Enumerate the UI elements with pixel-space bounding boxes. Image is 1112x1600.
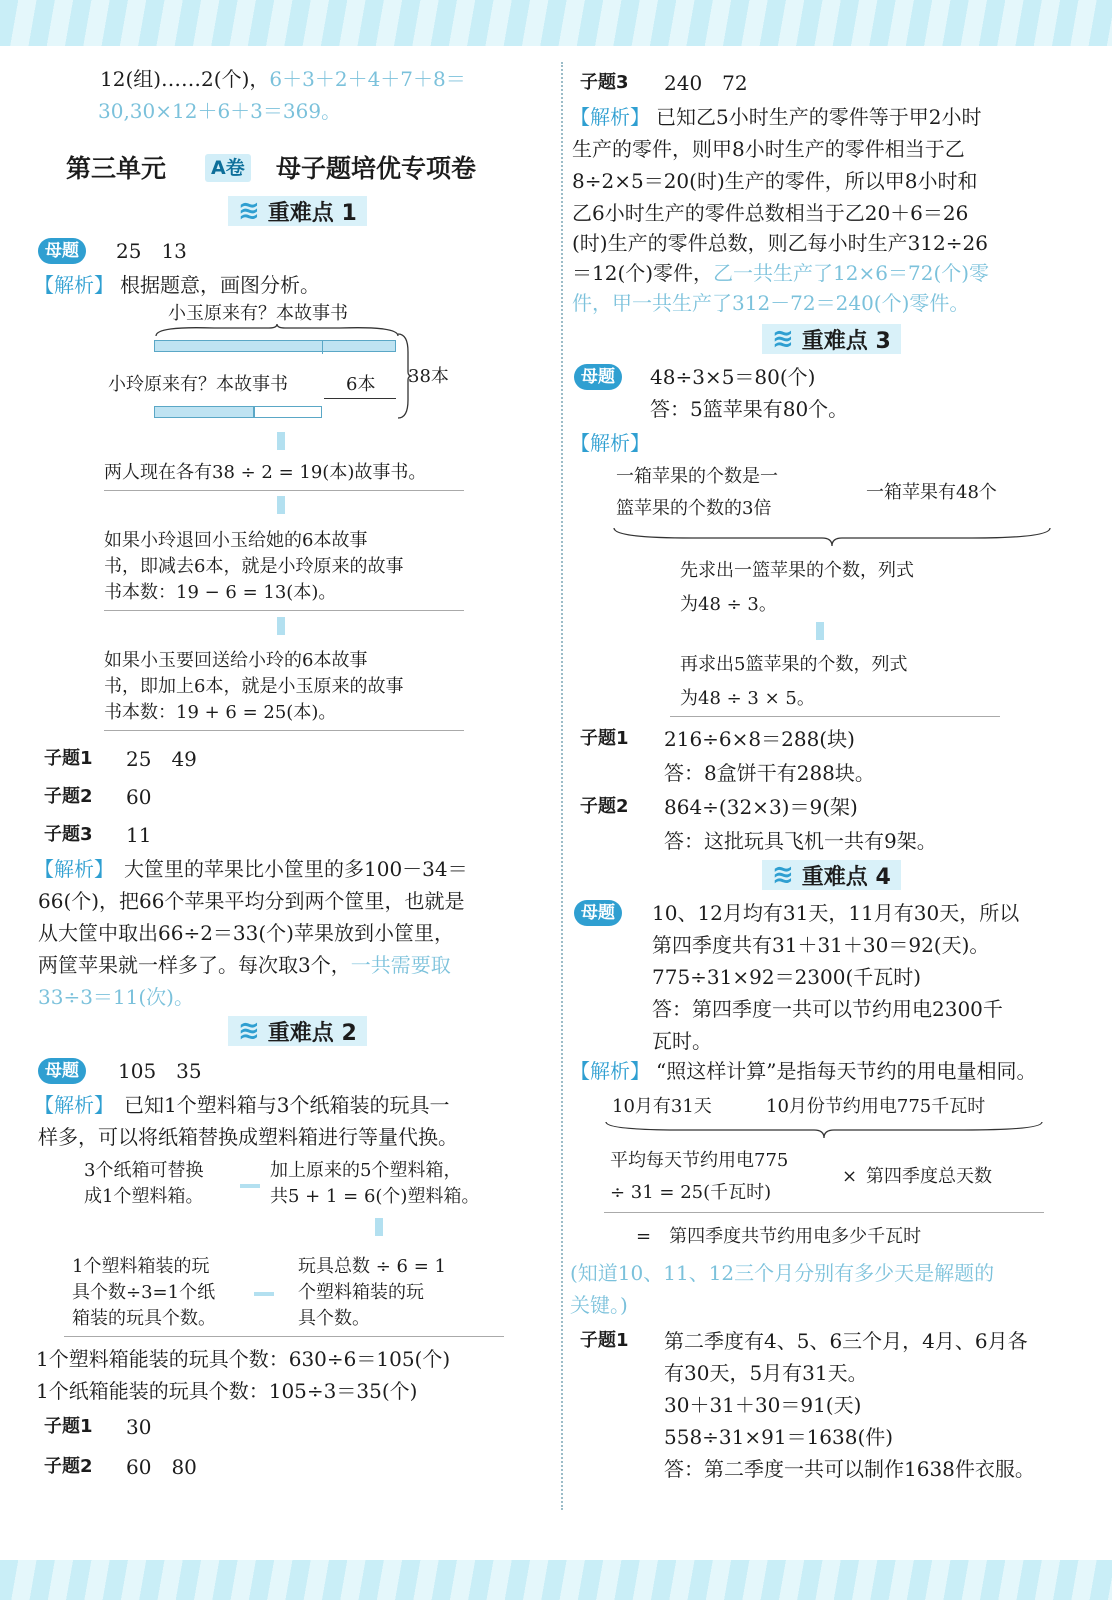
connector-icon xyxy=(240,1184,260,1188)
r-p1-line4: 乙6小时生产的零件总数相当于乙20＋6＝26 xyxy=(572,201,969,225)
r-p1-line5: (时)生产的零件总数，则乙每小时生产312÷26 xyxy=(572,231,988,255)
d4c-line2: ÷ 31 = 25(千瓦时) xyxy=(610,1182,772,1203)
left-line1: 12(组)……2(个)， xyxy=(100,67,270,91)
sub3-label: 子题3 xyxy=(44,824,93,845)
analysis-tag-3: 【解析】 xyxy=(34,1093,114,1117)
r-analysis-tag-2: 【解析】 xyxy=(570,431,650,455)
s2-answer: 105 35 xyxy=(118,1059,202,1083)
box2-line2: 书，即减去6本，就是小玲原来的故事 xyxy=(104,556,404,577)
mother-badge-2: 母题 xyxy=(38,1058,86,1084)
r-p1-line3: 8÷2×5＝20(时)生产的零件，所以甲8小时和 xyxy=(572,169,978,193)
p3-line2: 样多，可以将纸箱替换成塑料箱进行等量代换。 xyxy=(38,1125,458,1149)
d4b: 10月份节约用电775千瓦时 xyxy=(766,1096,986,1117)
diagram-mid-label: 小玲原来有？本故事书 xyxy=(108,374,288,395)
brace-bottom xyxy=(612,526,1052,546)
p2-line2: 66(个)，把66个苹果平均分到两个筐里，也就是 xyxy=(38,889,465,913)
section-heading-2-label: 重难点 2 xyxy=(267,1020,357,1046)
r-sub41-line2: 有30天，5月有31天。 xyxy=(664,1361,868,1385)
d2c-line2: 具个数÷3=1个纸 xyxy=(72,1282,216,1303)
d4c-line1: 平均每天节约用电775 xyxy=(610,1150,789,1171)
d2d-line3: 具个数。 xyxy=(298,1308,370,1329)
section-heading-1 xyxy=(228,196,367,226)
unit-title: 第三单元 xyxy=(66,154,167,183)
box3-line1: 如果小玉要回送给小玲的6本故事 xyxy=(104,650,368,671)
note-line1: (知道10、11、12三个月分别有多少天是解题的 xyxy=(570,1261,995,1285)
r-p1-highlight1: 乙一共生产了12×6＝72(个)零 xyxy=(713,261,990,285)
left-line1-highlight: 6＋3＋2＋4＋7＋8＝ xyxy=(269,67,466,91)
sub2-value: 60 xyxy=(126,785,152,809)
d2a-line1: 3个纸箱可替换 xyxy=(84,1160,204,1181)
unit-subtitle: 母子题培优专项卷 xyxy=(276,154,477,183)
brace-top xyxy=(154,324,400,338)
bottom-decorative-band xyxy=(0,1560,1112,1600)
p4: “照这样计算”是指每天节约的用电量相同。 xyxy=(656,1059,1037,1083)
sub22-value: 60 80 xyxy=(126,1455,197,1479)
mother-badge-3: 母题 xyxy=(574,364,622,390)
d3d-line1: 再求出5篮苹果的个数，列式 xyxy=(680,654,908,675)
d3c-line1: 先求出一篮苹果的个数，列式 xyxy=(680,560,914,581)
sub22-label: 子题2 xyxy=(44,1456,93,1477)
d2c-line3: 箱装的玩具个数。 xyxy=(72,1308,216,1329)
p2-highlight1: 一共需要取 xyxy=(350,953,451,977)
column-divider xyxy=(561,62,563,1510)
d2d-line1: 玩具总数 ÷ 6 = 1 xyxy=(298,1256,446,1277)
top-decorative-band xyxy=(0,0,1112,46)
r-sub32-label: 子题2 xyxy=(580,796,629,817)
wave-icon: ≋ xyxy=(238,1016,260,1046)
r-sub32-line1: 864÷(32×3)＝9(架) xyxy=(664,795,858,819)
d2c-line1: 1个塑料箱装的玩 xyxy=(72,1256,210,1277)
brace-bottom xyxy=(604,1120,1044,1138)
arrow-down-icon xyxy=(277,496,285,514)
connector-icon xyxy=(254,1292,274,1296)
box2-line3: 书本数：19 − 6 = 13(本)。 xyxy=(104,582,337,603)
calc1: 1个塑料箱能装的玩具个数：630÷6＝105(个) xyxy=(36,1347,451,1371)
d3c-line2: 为48 ÷ 3。 xyxy=(680,594,777,615)
note-line2: 关键。) xyxy=(570,1293,628,1317)
diagram-6-label: 6本 xyxy=(346,374,376,395)
mother-badge-1: 母题 xyxy=(38,238,86,264)
d4x: × xyxy=(842,1166,858,1187)
r-sub41-line1: 第二季度有4、5、6三个月，4月、6月各 xyxy=(664,1329,1028,1353)
r-sub41-line4: 558÷31×91＝1638(件) xyxy=(664,1425,894,1449)
analysis-tag-2: 【解析】 xyxy=(34,857,114,881)
d3b: 一箱苹果有48个 xyxy=(866,482,997,503)
section-heading-4 xyxy=(762,860,901,890)
d3a-line2: 篮苹果的个数的3倍 xyxy=(616,498,772,519)
wave-icon: ≋ xyxy=(772,860,794,890)
r-sub31-line1: 216÷6×8＝288(块) xyxy=(664,727,855,751)
diagram-38-label: 38本 xyxy=(408,366,449,387)
left-line2: 30,30×12＋6＋3＝369。 xyxy=(98,99,342,123)
r-analysis-tag-3: 【解析】 xyxy=(570,1059,650,1083)
box3-line2: 书，即加上6本，就是小玉原来的故事 xyxy=(104,676,404,697)
sub21-value: 30 xyxy=(126,1415,152,1439)
sub3-value: 11 xyxy=(126,823,152,847)
section-heading-3-label: 重难点 3 xyxy=(801,328,891,354)
m4-line1: 10、12月均有31天，11月有30天，所以 xyxy=(652,901,1020,925)
sub21-label: 子题1 xyxy=(44,1416,93,1437)
r-sub31-label: 子题1 xyxy=(580,728,629,749)
d2d-line2: 个塑料箱装的玩 xyxy=(298,1282,424,1303)
s1-answer: 25 13 xyxy=(116,239,187,263)
sub1-value: 25 49 xyxy=(126,747,197,771)
m4-line5: 瓦时。 xyxy=(652,1029,712,1053)
section-heading-1-label: 重难点 1 xyxy=(267,200,357,226)
analysis-tag-1: 【解析】 xyxy=(34,273,114,297)
d2a-line2: 成1个塑料箱。 xyxy=(84,1186,204,1207)
d4d: 第四季度总天数 xyxy=(866,1166,992,1187)
m4-line4: 答：第四季度一共可以节约用电2300千 xyxy=(652,997,1003,1021)
arrow-down-icon xyxy=(375,1218,383,1236)
calc2: 1个纸箱能装的玩具个数：105÷3＝35(个) xyxy=(36,1379,418,1403)
sub1-label: 子题1 xyxy=(44,748,93,769)
wave-icon: ≋ xyxy=(772,324,794,354)
r-sub41-line3: 30＋31＋30＝91(天) xyxy=(664,1393,862,1417)
r-p1-line2: 生产的零件，则甲8小时生产的零件相当于乙 xyxy=(572,137,965,161)
arrow-down-icon xyxy=(277,432,285,450)
r-sub41-line5: 答：第二季度一共可以制作1638件衣服。 xyxy=(664,1457,1035,1481)
mother-badge-4: 母题 xyxy=(574,900,622,926)
bar-xiaoyu xyxy=(154,340,396,352)
arrow-down-icon xyxy=(277,617,285,635)
p2-line4: 两筐苹果就一样多了。每次取3个， xyxy=(38,953,351,977)
sub2-label: 子题2 xyxy=(44,786,93,807)
m4-line3: 775÷31×92＝2300(千瓦时) xyxy=(652,965,922,989)
r-sub31-line2: 答：8盒饼干有288块。 xyxy=(664,761,875,785)
d3a-line1: 一箱苹果的个数是一 xyxy=(616,466,778,487)
s1-line: 根据题意，画图分析。 xyxy=(120,273,320,297)
p2-line3: 从大筐中取出66÷2＝33(个)苹果放到小筐里， xyxy=(38,921,454,945)
r-sub32-line2: 答：这批玩具飞机一共有9架。 xyxy=(664,829,937,853)
box2-line1: 如果小玲退回小玉给她的6本故事 xyxy=(104,530,368,551)
m3-line1: 48÷3×5＝80(个) xyxy=(650,365,816,389)
p2-highlight2: 33÷3＝11(次)。 xyxy=(38,985,194,1009)
section-heading-4-label: 重难点 4 xyxy=(801,864,891,890)
p2-line1: 大筐里的苹果比小筐里的多100－34＝ xyxy=(124,857,468,881)
r-sub41-label: 子题1 xyxy=(580,1330,629,1351)
d4e: = 第四季度共节约用电多少千瓦时 xyxy=(636,1226,922,1247)
unit-badge: A卷 xyxy=(205,154,251,182)
section-heading-3 xyxy=(762,324,901,354)
r-analysis-tag-1: 【解析】 xyxy=(570,105,650,129)
r-p1-line6: ＝12(个)零件， xyxy=(572,261,714,285)
r-sub3-label: 子题3 xyxy=(580,72,629,93)
section-heading-2 xyxy=(228,1016,367,1046)
d2b-line2: 共5 + 1 = 6(个)塑料箱。 xyxy=(270,1186,480,1207)
arrow-down-icon xyxy=(816,622,824,640)
r-p1-highlight2: 件，甲一共生产了312－72＝240(个)零件。 xyxy=(572,291,970,315)
wave-icon: ≋ xyxy=(238,196,260,226)
diagram-top-label: 小玉原来有？本故事书 xyxy=(168,303,348,324)
r-p1-line1: 已知乙5小时生产的零件等于甲2小时 xyxy=(656,105,982,129)
m3-line2: 答：5篮苹果有80个。 xyxy=(650,397,849,421)
box1: 两人现在各有38 ÷ 2 = 19(本)故事书。 xyxy=(104,462,427,483)
d3d-line2: 为48 ÷ 3 × 5。 xyxy=(680,688,815,709)
bar-xiaoling xyxy=(154,406,254,418)
r-sub3-value: 240 72 xyxy=(664,71,748,95)
d2b-line1: 加上原来的5个塑料箱， xyxy=(270,1160,462,1181)
bar-xiaoling-extra xyxy=(254,406,322,418)
m4-line2: 第四季度共有31＋31＋30＝92(天)。 xyxy=(652,933,990,957)
p3-line1: 已知1个塑料箱与3个纸箱装的玩具一 xyxy=(124,1093,450,1117)
box3-line3: 书本数：19 + 6 = 25(本)。 xyxy=(104,702,337,723)
d4a: 10月有31天 xyxy=(612,1096,712,1117)
